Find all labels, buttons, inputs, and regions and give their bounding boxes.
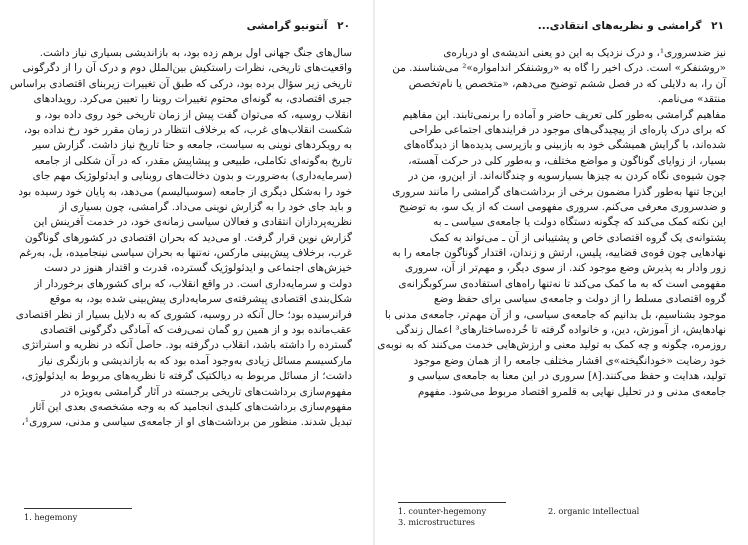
body-text-line: گروه اقتصادی مسلط را از دولت و جامعه‌ی سیاسی برای حفظ وضع [433,293,726,306]
body-text-line: جبری اقتصادی، به گونه‌ای محتوم تغییرات روبنا را تعیین می‌کرد. رویدادهای [33,93,352,106]
body-text-line: چون شیوه‌ی نگاه کردن به چیزها بسیارسویه و چندگانه‌اند. از این‌رو، من در [408,170,726,183]
left-footnotes [24,512,344,523]
body-text-line: مفهومی است که به ما کمک می‌کند تا نه‌تنها راه‌های استفاده‌ی سرکوبگرانه‌ی [398,277,726,290]
footnote-3: 3. microstructures [398,517,476,527]
body-text-line: انقلاب روسیه، که می‌توان گفت پیش از زمان تاریخی خود روی داده بود، و [35,108,352,121]
right-footnote-rule [398,502,506,503]
right-page-body [377,46,726,400]
body-text-line: شکل‌بندی اقتصادی پیشرفته‌ی سرمایه‌داری پیش‌بینی شده بود، به موقع [49,293,352,306]
body-text-line: نیز ضدسروری¹، و درک نزدیک به این دو یعنی اندیشه‌ی او درباره‌ی [443,47,726,59]
left-page-header [22,20,350,38]
body-text-line: خود رضایت «خودانگیخته»ی اقشار مختلف جامعه را از همان وضع موجود [413,354,726,367]
footnote-1: 1. counter-hegemony [398,506,487,516]
body-text-line: نهادهایی چون قوه‌ی قضاییه، پلیس، ارتش و زندان، اقتدار گوناگون جامعه را به [392,247,726,260]
body-text-line: مفاهیم گرامشی به‌طور کلی تعریف حاضر و آماده را برنمی‌تابند. این مفاهیم [402,108,726,121]
body-text-line: که برای درک پاره‌ای از پیچیدگی‌های موجود در فرایندهای اجتماعی طراحی [409,123,726,136]
body-text-line: این‌جا تنها به‌طور گذرا مضمون برخی از برداشت‌های گرامشی را مانند سروری [392,185,726,198]
right-footnotes [398,506,728,528]
body-text-line: روزمره، چگونه و چه کمک به تولید معنی و ارزش‌هایی خدمت می‌کنند که به نوبه‌ی [377,339,726,352]
body-text-line: موجود بشناسیم، بل بدانیم که جامعه‌ی سیاسی، و از آن مهم‌تر، جامعه‌ی مدنی با [384,308,726,321]
left-page-header-title: آنتونیو گرامشی [246,20,328,32]
body-text-line: «روشنفکر» است. درک اخیر را گاه به «روشنفکر اندامواره»² می‌شناسند. من [392,62,726,75]
footnote-line [398,506,728,517]
body-text-line: مفهوم‌سازی برداشت‌های کلیدی انجامید که به وجه مشخصه‌ی بعدی این آثار [30,400,352,413]
body-text-line: عقب‌مانده بود و از همین رو گمان نمی‌رفت که آمادگی دگرگونی اقتصادی [40,324,352,337]
body-text-line: منتقد» می‌نامم. [657,93,726,106]
body-text-line: زور وادار به پذیرش وضع موجود کند. از سوی دیگر، و مهم‌تر از آن، سروری [404,262,726,275]
body-text-line: غرب، برخلاف پیش‌بینی مارکس، نه‌تنها به بحران سیاسی نینجامیده، بل، به‌رغم [19,247,352,260]
body-text-line: شده‌اند، با گرایش همیشگی خود به بازبینی و بازپرسی پدیده‌ها از دیدگاه‌های [403,139,726,152]
left-page-body [10,46,352,431]
body-text-line: تولید، هدایت و حفظ می‌کنند.[۸] سروری در این معنا به جامعه‌ی سیاسی و [409,370,726,383]
body-text-line: تاریخی زیر سؤال برده بود، درکی که طبق آن تغییرات زیربنای اقتصادی براساس [10,77,352,90]
body-text-line: جامعه‌ی مدنی و در تحلیل نهایی به قلمرو اقتصاد مربوط می‌شود. مفهوم [417,385,726,398]
body-text-line: تبدیل شدند. منظور من برداشت‌های او از جامعه‌ی سیاسی و مدنی، سروری¹، [21,416,352,429]
right-page-number: ۲۱ [711,20,724,32]
footnote-line [398,517,728,528]
body-text-line: دولت و سرمایه‌داری است. در واقع انقلاب، که برای کشورهای برخوردار از [34,277,352,290]
body-text-line: و باید جای خود را به گزارش نوینی می‌داد. گرامشی، چون بسیاری از [59,200,352,213]
body-text-line: گزارش نوین قرار گرفت. او می‌دید که بحران اقتصادی در کشورهای گوناگون [24,231,352,244]
body-text-line: آن را، به دلایلی که در فصل ششم توضیح می‌دهم، «متخصص یا نام‌تخصص [408,77,726,90]
footnote-line: 1. hegemony [24,512,78,522]
body-text-line: بسیار، از زوایای گوناگون و مواضع مختلف، و به‌طور کلی در حرکت آهسته، [408,154,726,167]
body-text-line: واقعیت‌های تاریخی، نظرات راستکیش بین‌الملل دوم و درک آن را از دگرگونی [22,62,352,75]
body-text-line: سال‌های جنگ جهانی اول برهم زده بود، به بازاندیشی بسیاری نیاز داشت. [39,47,352,59]
right-page-header [396,20,724,38]
body-text-line: تاریخ به‌گونه‌ای تکاملی، طبیعی و پیشاپیش مقدر، که در آن شکلی از جامعه [34,154,352,167]
body-text-line: به رویکردهای نوینی به سیاست، جامعه و حتا تاریخ نیاز داشت. گزارش سیر [32,139,352,152]
body-text-line: خیزش‌های اجتماعی و ایدئولوژیک گسترده، قدرت و اقتدار هنوز در دست [44,262,352,275]
body-text-line: پشتوانه‌ی یک گروه اقتصادی خاص و پشتیبانی از آن ـ می‌تواند به کمک [429,231,726,244]
left-footnote-rule [24,508,132,509]
body-text-line: مارکسیسم مسائل زیادی به‌وجود آمده بود که به بازاندیشی و بازنگری نیاز [38,354,352,367]
left-page-number: ۲۰ [337,20,350,32]
body-text-line: فرانرسیده بود؛ حال آنکه در روسیه، کشوری که به دلایل بسیار از نظر اقتصادی [15,308,352,321]
body-text-line: داشت؛ از مسائل مربوط به دیالکتیک گرفته تا نظریه‌های مربوط به ایدئولوژی، [21,370,352,383]
body-text-line: نظریه‌پردازان انتقادی و فعالان سیاسی زمانه‌ی خود، در خدمت آفرینش این [33,216,352,229]
body-text-line: این نکته کمک می‌کند که چگونه دستگاه دولت یا جامعه‌ی سیاسی ـ به [433,216,726,229]
body-text-line: خود را به‌شکل دیگری از جامعه (سوسیالیسم) می‌دهد، به پایان خود رسیده بود [18,185,352,198]
body-text-line: گسترده را داشته باشد، انقلاب درگرفته بود. حاصل آنکه در نظریه و استراتژی [21,339,352,352]
body-text-line: (سرمایه‌داری) به‌ضرورت و بدون دخالت‌های روبنایی و ایدئولوژیک مهم جای [32,170,352,183]
body-text-line: نهادهایش، از آموزش، دین، و خانواده گرفته تا خُرده‌ساختارهای³ اعمال زندگی [395,324,726,337]
right-page-header-title: گرامشی و نظریه‌های انتقادی... [537,20,702,32]
body-text-line: مفهوم‌سازی برداشت‌های تاریخی برجسته در آثار گرامشی به‌ویژه در [61,385,352,398]
body-text-line: شکست انقلاب‌های غرب، که برخلاف انتظار در زمان مقرر خود رخ نداده بود، [23,123,352,136]
footnote-2: 2. organic intellectual [548,506,640,516]
body-text-line: و ضدسروری معرفی می‌کنم. سروری مفهومی است که از یک سو، به توضیح [398,200,726,213]
right-page [374,0,748,545]
